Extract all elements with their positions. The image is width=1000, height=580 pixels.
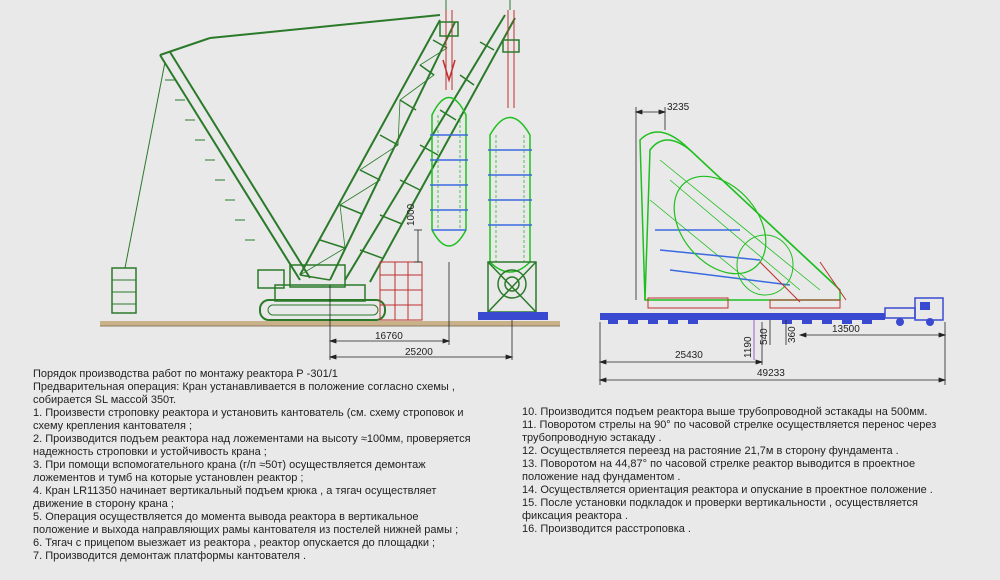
note-line: 13. Поворотом на 44,87° по часовой стрелке реактор выводится в проектное [522, 458, 916, 470]
dim-3235: 3235 [667, 102, 690, 113]
note-line: положение и выхода направляющих рамы кантователя из постелей нижней рамы ; [33, 524, 459, 536]
transport-platform [600, 313, 885, 320]
trailer [478, 312, 548, 320]
note-line: 14. Осуществляется ориентация реактора и опускание в проектное положение . [522, 484, 933, 496]
note-line: 6. Тягач с прицепом выезжает из реактора , реактор опускается до площадки ; [33, 537, 436, 549]
note-line: движение в сторону крана ; [33, 498, 174, 510]
note-line: 3. При помощи вспомогательного крана (г/п ≈50т) осуществляется демонтаж [33, 459, 426, 471]
note-line: 11. Поворотом стрелы на 90° по часовой стрелке осуществляется перенос через [522, 419, 937, 431]
pipe-rack-left [380, 262, 422, 320]
procedure-notes-left [33, 368, 503, 563]
left-view [100, 0, 560, 360]
dim-49233: 49233 [757, 368, 785, 379]
note-line: 5. Операция осуществляется до момента вывода реактора в вертикальное [33, 511, 419, 523]
note-line: собирается SL массой 350т. [33, 394, 177, 406]
note-line: 7. Производится демонтаж платформы кантователя . [33, 550, 307, 562]
dim-540: 540 [759, 328, 770, 345]
right-view [600, 102, 945, 385]
note-line: трубопроводную эстакаду . [522, 432, 662, 444]
note-line: 12. Осуществляется переезд на растояние 21,7м в сторону фундамента . [522, 445, 899, 457]
note-line: 16. Производится расстроповка . [522, 523, 691, 535]
note-line: 4. Кран LR11350 начинает вертикальный подъем крюка , а тягач осуществляет [33, 485, 437, 497]
reactor-lifted [430, 98, 468, 247]
note-line: ложементов и тумб на которые установлен реактор ; [33, 472, 304, 484]
note-line: 15. После установки подкладок и проверки вертикальности , осуществляется [522, 497, 918, 509]
note-line: фиксация реактора . [522, 510, 628, 522]
dim-1000: 1000 [406, 203, 417, 226]
dim-16760: 16760 [375, 331, 403, 342]
reactor-tilted [640, 132, 840, 300]
note-line: схему крепления кантователя ; [33, 420, 193, 432]
note-line: Предварительная операция: Кран устанавливается в положение согласно схемы , [33, 381, 455, 393]
note-line: 2. Производится подъем реактора над ложементами на высоту ≈100мм, проверяется [33, 433, 471, 445]
note-line: 1. Произвести строповку реактора и установить кантователь (см. схему строповок и [33, 407, 464, 419]
tractor-truck [885, 298, 943, 326]
procedure-notes-right [522, 406, 972, 536]
superlift-counterweight [112, 268, 284, 313]
reactor-on-tilter [488, 118, 532, 273]
tilter-frame [488, 262, 536, 312]
note-line: 10. Производится подъем реактора выше трубопроводной эстакады на 500мм. [522, 406, 928, 418]
dim-25430: 25430 [675, 350, 703, 361]
procedure-title: Порядок производства работ по монтажу реактора Р -301/1 [33, 368, 338, 380]
crane-crawler [260, 265, 385, 320]
dim-1190: 1190 [743, 336, 754, 358]
dim-360: 360 [787, 326, 798, 343]
dim-13500: 13500 [832, 324, 860, 335]
dim-25200: 25200 [405, 347, 433, 358]
dimensions-left [330, 230, 512, 360]
note-line: надежность строповки и устойчивость крана ; [33, 446, 267, 458]
note-line: положение над фундаментом . [522, 471, 681, 483]
